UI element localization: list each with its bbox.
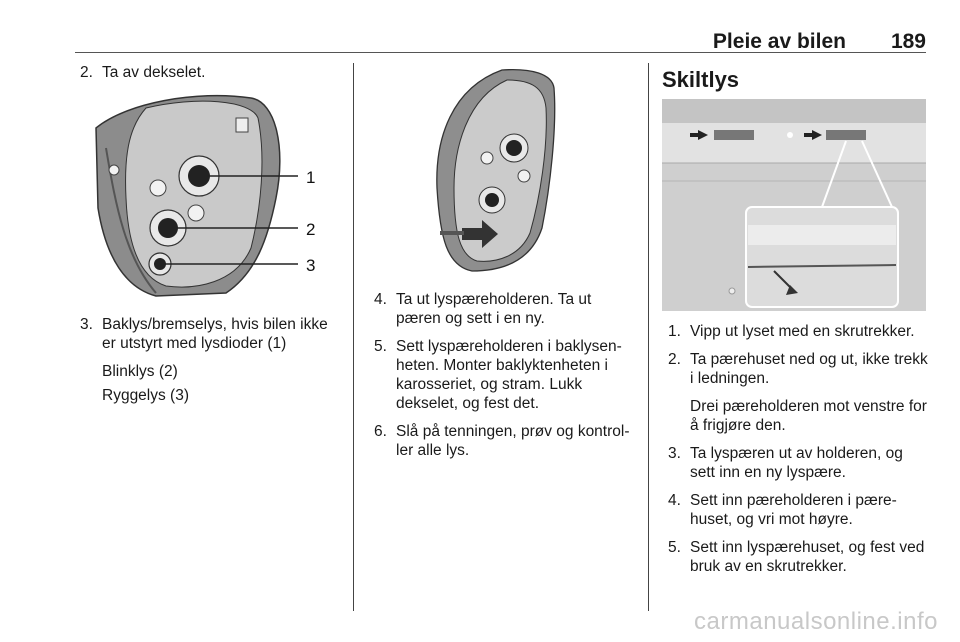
step-number: 3. <box>668 445 681 462</box>
step-text: Ta ut lyspæreholderen. Ta ut pæren og sett i en ny. <box>396 291 592 327</box>
step-4 <box>374 290 639 328</box>
step-4 <box>668 491 930 529</box>
step-2 <box>80 63 342 82</box>
step-number: 6. <box>374 423 387 440</box>
step-number: 2. <box>668 351 681 368</box>
column-1 <box>80 63 342 91</box>
step-number: 4. <box>374 291 387 308</box>
bulb-holder-figure <box>432 68 562 273</box>
step-number: 3. <box>80 316 93 333</box>
step-text: Slå på tenningen, prøv og kontroller alle lys. <box>396 423 630 459</box>
step-6 <box>374 422 639 460</box>
step-3 <box>80 315 342 405</box>
step-text: Sett inn pæreholderen i pærehuset, og vri mot høyre. <box>690 492 897 528</box>
section-title: Skiltlys <box>662 67 740 92</box>
watermark: carmanualsonline.info <box>694 608 938 635</box>
step-1 <box>668 322 930 341</box>
step-number: 5. <box>374 338 387 355</box>
step-number: 2. <box>80 64 93 81</box>
section-header-title: Pleie av bilen <box>712 30 846 53</box>
step-text: Ta lyspæren ut av holderen, og sett inn en ny lyspære. <box>690 445 903 481</box>
step-subtext: Drei pæreholderen mot venstre for å frigjøre den. <box>690 398 927 434</box>
column-divider <box>648 63 649 611</box>
step-2 <box>668 350 930 435</box>
step-3 <box>668 444 930 482</box>
step-subtext: Blinklys (2) <box>102 363 178 380</box>
step-text: Sett lyspæreholderen i baklysenheten. Monter baklyktenheten i karosseriet, og stram. Lukk dekselet, og fest det. <box>396 338 622 412</box>
column-2 <box>374 290 639 469</box>
page-number: 189 <box>890 30 926 53</box>
step-5 <box>374 337 639 413</box>
callout-3: 3 <box>306 256 316 275</box>
step-number: 1. <box>668 323 681 340</box>
page-header <box>75 30 926 53</box>
step-text: Sett inn lyspærehuset, og fest ved bruk av en skrutrekker. <box>690 539 925 575</box>
step-5 <box>668 538 930 576</box>
column-3 <box>668 322 930 585</box>
step-subtext: Ryggelys (3) <box>102 387 189 404</box>
step-text: Ta pærehuset ned og ut, ikke trekk i ledningen. <box>690 351 928 387</box>
callout-2: 2 <box>306 220 316 239</box>
step-number: 4. <box>668 492 681 509</box>
column-1-lower <box>80 315 342 414</box>
step-number: 5. <box>668 539 681 556</box>
step-text: Vipp ut lyset med en skrutrekker. <box>690 323 915 340</box>
tail-light-figure <box>86 88 326 300</box>
step-text: Baklys/bremselys, hvis bilen ikke er utstyrt med lysdioder (1) <box>102 316 328 352</box>
column-divider <box>353 63 354 611</box>
licence-plate-light-figure <box>662 99 926 311</box>
step-text: Ta av dekselet. <box>102 64 206 81</box>
callout-1: 1 <box>306 168 316 187</box>
